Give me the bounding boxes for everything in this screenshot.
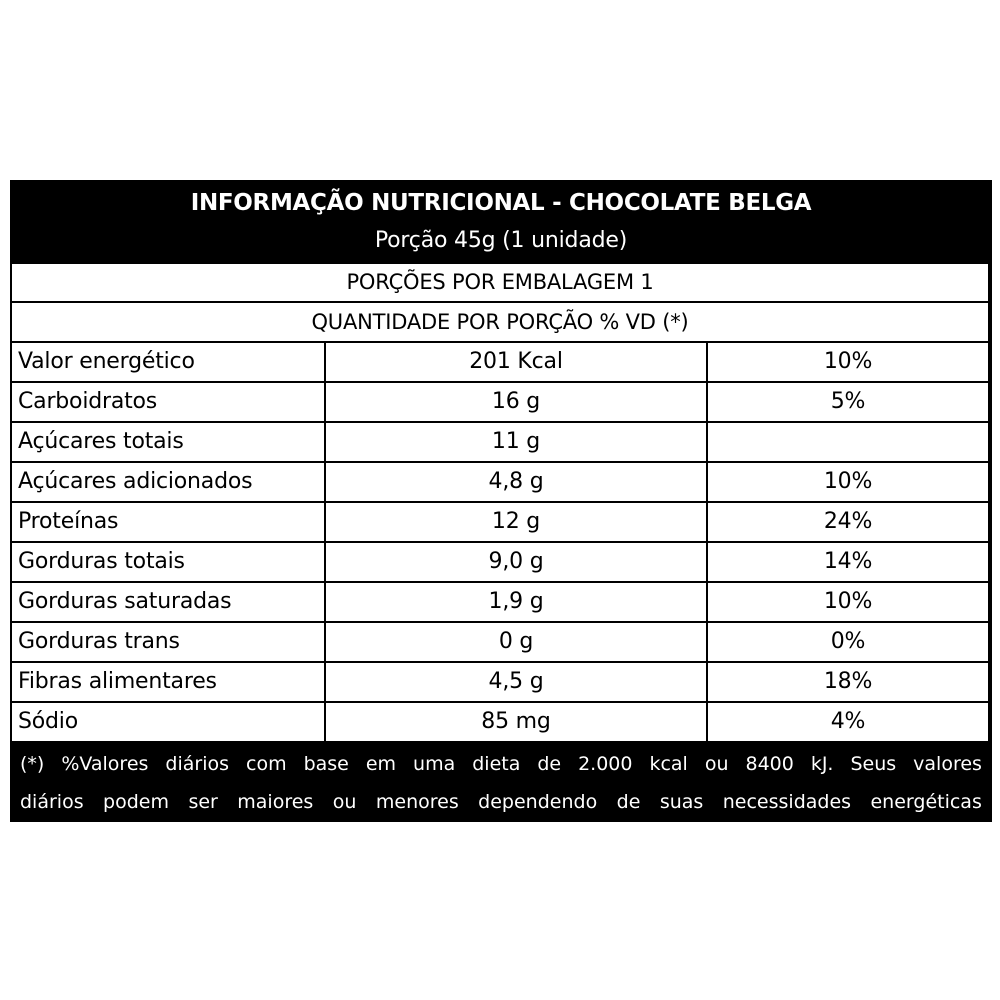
nutrient-daily-value: 10% — [708, 343, 988, 381]
portion-size: Porção 45g (1 unidade) — [374, 228, 628, 253]
nutrient-name: Gorduras saturadas — [12, 583, 324, 621]
quantity-header: QUANTIDADE POR PORÇÃO % VD (*) — [12, 303, 988, 341]
nutrient-name: Sódio — [12, 703, 324, 741]
footnote — [10, 743, 992, 822]
table-row — [12, 503, 988, 541]
table-row — [12, 383, 988, 421]
nutrition-facts-table — [10, 180, 992, 822]
nutrient-amount: 85 mg — [326, 703, 706, 741]
nutrient-name: Açúcares totais — [12, 423, 324, 461]
nutrient-daily-value: 10% — [708, 583, 988, 621]
table-row — [12, 463, 988, 501]
table-row — [12, 423, 988, 461]
nutrient-amount: 11 g — [326, 423, 706, 461]
nutrient-amount: 9,0 g — [326, 543, 706, 581]
nutrient-daily-value: 24% — [708, 503, 988, 541]
nutrient-name: Fibras alimentares — [12, 663, 324, 701]
nutrient-name: Gorduras totais — [12, 543, 324, 581]
nutrient-daily-value: 5% — [708, 383, 988, 421]
footnote-line-2: diários podem ser maiores ou menores dependendo de suas necessidades energéticas — [20, 791, 982, 813]
table-row — [12, 623, 988, 661]
nutrient-name: Proteínas — [12, 503, 324, 541]
nutrient-name: Valor energético — [12, 343, 324, 381]
nutrient-amount: 4,8 g — [326, 463, 706, 501]
nutrient-daily-value: 10% — [708, 463, 988, 501]
table-header — [10, 180, 992, 263]
nutrient-amount: 1,9 g — [326, 583, 706, 621]
nutrient-amount: 4,5 g — [326, 663, 706, 701]
nutrient-name: Carboidratos — [12, 383, 324, 421]
table-row — [12, 343, 988, 381]
table-row — [12, 703, 988, 741]
servings-per-package: PORÇÕES POR EMBALAGEM 1 — [12, 264, 988, 301]
nutrient-daily-value: 18% — [708, 663, 988, 701]
nutrient-amount: 201 Kcal — [326, 343, 706, 381]
nutrient-daily-value — [708, 423, 988, 461]
nutrient-amount: 0 g — [326, 623, 706, 661]
nutrient-name: Açúcares adicionados — [12, 463, 324, 501]
table-row — [12, 543, 988, 581]
table-row — [12, 583, 988, 621]
nutrient-daily-value: 0% — [708, 623, 988, 661]
nutrient-amount: 16 g — [326, 383, 706, 421]
footnote-line-1: (*) %Valores diários com base em uma dieta de 2.000 kcal ou 8400 kJ. Seus valores — [20, 753, 982, 775]
table-row — [12, 663, 988, 701]
nutrient-daily-value: 14% — [708, 543, 988, 581]
nutrient-daily-value: 4% — [708, 703, 988, 741]
table-title: INFORMAÇÃO NUTRICIONAL - CHOCOLATE BELGA — [190, 190, 812, 216]
nutrient-amount: 12 g — [326, 503, 706, 541]
nutrient-name: Gorduras trans — [12, 623, 324, 661]
